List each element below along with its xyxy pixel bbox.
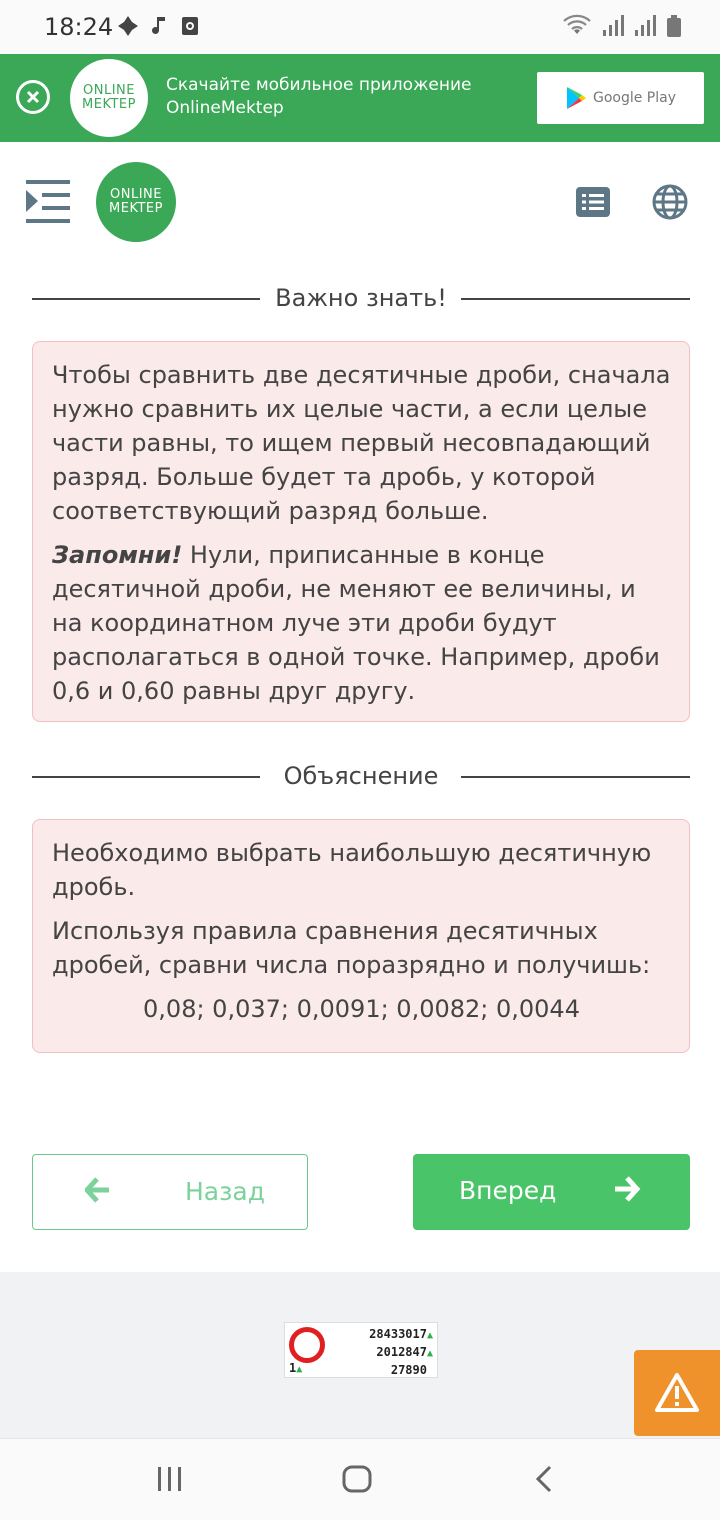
counter-left: 1▲ [289, 1361, 303, 1375]
logo-line2: MEKTEP [82, 97, 136, 112]
app-download-banner [0, 54, 720, 142]
globe-icon [652, 184, 688, 220]
back-label: Назад [185, 1177, 266, 1206]
counter-value-2: 2012847 [376, 1345, 427, 1359]
divider-right [461, 298, 690, 300]
list-icon [576, 187, 610, 217]
site-header [0, 142, 720, 262]
explanation-paragraph1: Необходимо выбрать наибольшую десятичную дробь. [52, 839, 652, 901]
explanation-box [32, 819, 690, 1053]
signal-icon [634, 14, 656, 38]
signal-icon [602, 14, 624, 38]
explanation-title: Объяснение [283, 762, 439, 790]
music-note-icon [150, 14, 170, 38]
important-paragraph1: Чтобы сравнить две десятичные дроби, сначала нужно сравнить их целые части, а если целые части равны, то ищем первый несовпадающий разряд. Больше будет та дробь, у которой соответствующий разряд больше. [52, 361, 671, 525]
report-problem-button[interactable] [634, 1350, 720, 1436]
close-banner-button[interactable] [16, 80, 50, 114]
back-nav-icon[interactable] [534, 1465, 554, 1493]
status-bar [0, 0, 720, 54]
language-button[interactable] [652, 184, 688, 224]
wifi-icon [562, 14, 592, 38]
arrow-right-icon [613, 1176, 641, 1202]
google-play-label: Google Play [592, 90, 676, 106]
list-button[interactable] [576, 187, 610, 221]
arrow-left-icon [85, 1177, 111, 1203]
recent-apps-icon[interactable] [156, 1465, 184, 1493]
remember-text: Нули, приписанные в конце десятичной дроби, не меняют ее величины, и на координатном луче эти дроби будут располагаться в одной точке. Например, дроби 0,6 и 0,60 равны друг другу. [52, 541, 660, 705]
menu-icon [26, 180, 72, 224]
site-logo[interactable] [96, 162, 176, 242]
counter-value-1: 28433017 [369, 1327, 427, 1341]
menu-toggle-button[interactable] [26, 180, 72, 228]
battery-icon [666, 14, 682, 38]
important-title: Важно знать! [275, 284, 447, 312]
counter-values: 28433017▲ 2012847▲ 27890 [369, 1327, 433, 1377]
grid-app-icon [116, 14, 140, 38]
google-play-button[interactable] [537, 72, 704, 124]
logo-line2: MEKTEP [109, 201, 163, 216]
counter-logo-icon [289, 1327, 325, 1363]
close-icon [25, 89, 41, 105]
status-time: 18:24 [44, 13, 114, 41]
divider-right [461, 776, 690, 778]
explanation-result: 0,08; 0,037; 0,0091; 0,0082; 0,0044 [143, 995, 580, 1023]
banner-logo [70, 59, 148, 137]
back-button[interactable] [32, 1154, 308, 1230]
next-label: Вперед [459, 1176, 557, 1205]
banner-text: Скачайте мобильное приложение OnlineMektep [166, 75, 472, 118]
counter-value-3: 27890 [390, 1363, 427, 1377]
logo-line1: ONLINE [110, 187, 162, 202]
home-icon[interactable] [342, 1465, 372, 1493]
important-section-header [32, 284, 690, 314]
screenshot-icon [180, 15, 200, 37]
system-nav-bar [0, 1438, 720, 1520]
explanation-paragraph2: Используя правила сравнения десятичных дробей, сравни числа поразрядно и получишь: [52, 917, 651, 979]
visitor-counter[interactable] [284, 1322, 438, 1378]
important-box [32, 341, 690, 722]
explanation-section-header [32, 762, 690, 792]
important-paragraph2 [52, 538, 671, 708]
remember-label: Запомни! [52, 541, 183, 569]
google-play-icon [565, 86, 587, 110]
warning-icon [654, 1372, 700, 1414]
next-button[interactable] [413, 1154, 690, 1230]
logo-line1: ONLINE [83, 83, 135, 98]
